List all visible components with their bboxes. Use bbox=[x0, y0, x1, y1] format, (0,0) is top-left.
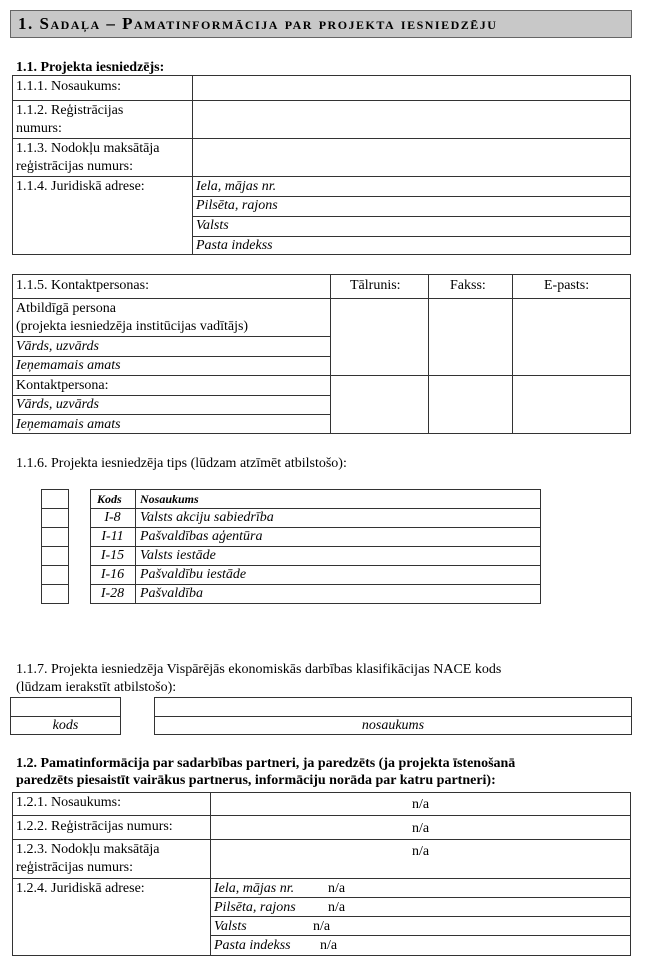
type-code: I-15 bbox=[100, 548, 125, 563]
partner-address-label: 1.2.4. Juridiskā adrese: bbox=[16, 881, 145, 896]
partner-address-country: Valsts bbox=[214, 919, 247, 934]
type-name: Valsts akciju sabiedrība bbox=[140, 510, 274, 525]
type-code: I-11 bbox=[101, 529, 124, 544]
email-header: E-pasts: bbox=[544, 278, 590, 293]
contact-name-surname: Vārds, uzvārds bbox=[16, 397, 99, 412]
applicant-tax-label-2: reģistrācijas numurs: bbox=[16, 159, 134, 174]
partner-country-value: n/a bbox=[313, 919, 331, 934]
type-code: I-28 bbox=[100, 586, 125, 601]
partner-address-postcode: Pasta indekss bbox=[214, 938, 291, 953]
applicant-reg-label-2: numurs: bbox=[16, 121, 62, 136]
s12-heading: 1.2. Pamatinformācija par sadarbības partneri, ja paredzēts (ja projekta īstenošanā bbox=[16, 756, 516, 771]
type-checkbox-i8[interactable] bbox=[42, 509, 68, 527]
partner-tax-label-2: reģistrācijas numurs: bbox=[16, 860, 134, 875]
partner-reg-label: 1.2.2. Reģistrācijas numurs: bbox=[16, 819, 173, 834]
partner-tax-label: 1.2.3. Nodokļu maksātāja bbox=[16, 842, 160, 857]
s11-heading: 1.1. Projekta iesniedzējs: bbox=[16, 60, 165, 75]
applicant-tax-label: 1.1.3. Nodokļu maksātāja bbox=[16, 141, 160, 156]
type-checkbox-i28[interactable] bbox=[42, 585, 68, 603]
type-code: I-8 bbox=[104, 510, 121, 525]
type-name: Pašvaldību iestāde bbox=[140, 567, 247, 582]
applicant-address-label: 1.1.4. Juridiskā adrese: bbox=[16, 179, 145, 194]
type-name: Pašvaldības aģentūra bbox=[140, 529, 263, 544]
nace-code-input[interactable] bbox=[11, 698, 120, 715]
type-checkbox-i11[interactable] bbox=[42, 528, 68, 546]
nace-code-caption: kods bbox=[52, 718, 79, 733]
contact-position: Ieņemamais amats bbox=[16, 417, 121, 432]
contacts-label: 1.1.5. Kontaktpersonas: bbox=[16, 278, 149, 293]
type-code-header: Kods bbox=[97, 492, 122, 506]
fax-header: Fakss: bbox=[450, 278, 486, 293]
type-name-header: Nosaukums bbox=[140, 492, 199, 506]
contact-person-label: Kontaktpersona: bbox=[16, 378, 109, 393]
s12-heading-2: paredzēts piesaistīt vairākus partnerus, informāciju norāda par katru partneri): bbox=[16, 773, 496, 788]
partner-name-value: n/a bbox=[411, 797, 430, 812]
responsible-person-sub: (projekta iesniedzēja institūcijas vadītājs) bbox=[16, 319, 249, 334]
responsible-person-label: Atbildīgā persona bbox=[16, 301, 116, 316]
nace-name-input[interactable] bbox=[155, 698, 631, 715]
type-name: Pašvaldība bbox=[140, 586, 203, 601]
address-street: Iela, mājas nr. bbox=[196, 179, 277, 194]
applicant-name-label: 1.1.1. Nosaukums: bbox=[16, 79, 121, 94]
type-checkbox-i15[interactable] bbox=[42, 547, 68, 565]
partner-address-city: Pilsēta, rajons bbox=[214, 900, 296, 915]
applicant-type-label: 1.1.6. Projekta iesniedzēja tips (lūdzam atzīmēt atbilstošo): bbox=[16, 456, 347, 471]
address-postcode: Pasta indekss bbox=[196, 238, 273, 253]
partner-city-value: n/a bbox=[328, 900, 346, 915]
address-country: Valsts bbox=[196, 218, 229, 233]
section-title: 1. Sadaļa – Pamatinformācija par projekta iesniedzēju bbox=[18, 14, 498, 33]
nace-label: 1.1.7. Projekta iesniedzēja Vispārējās ekonomiskās darbības klasifikācijas NACE kods bbox=[16, 662, 502, 677]
resp-name-surname: Vārds, uzvārds bbox=[16, 339, 99, 354]
partner-reg-value: n/a bbox=[411, 821, 430, 836]
resp-position: Ieņemamais amats bbox=[16, 358, 121, 373]
type-checkbox-i16[interactable] bbox=[42, 566, 68, 584]
partner-postcode-value: n/a bbox=[320, 938, 338, 953]
partner-tax-value: n/a bbox=[411, 844, 430, 859]
nace-name-caption: nosaukums bbox=[361, 718, 425, 733]
partner-street-value: n/a bbox=[328, 881, 346, 896]
type-name: Valsts iestāde bbox=[140, 548, 216, 563]
address-city: Pilsēta, rajons bbox=[196, 198, 278, 213]
type-code: I-16 bbox=[100, 567, 125, 582]
applicant-reg-label: 1.1.2. Reģistrācijas bbox=[16, 103, 124, 118]
partner-address-street: Iela, mājas nr. bbox=[214, 881, 295, 896]
nace-label-2: (lūdzam ierakstīt atbilstošo): bbox=[16, 680, 177, 695]
partner-name-label: 1.2.1. Nosaukums: bbox=[16, 795, 121, 810]
phone-header: Tālrunis: bbox=[350, 278, 401, 293]
